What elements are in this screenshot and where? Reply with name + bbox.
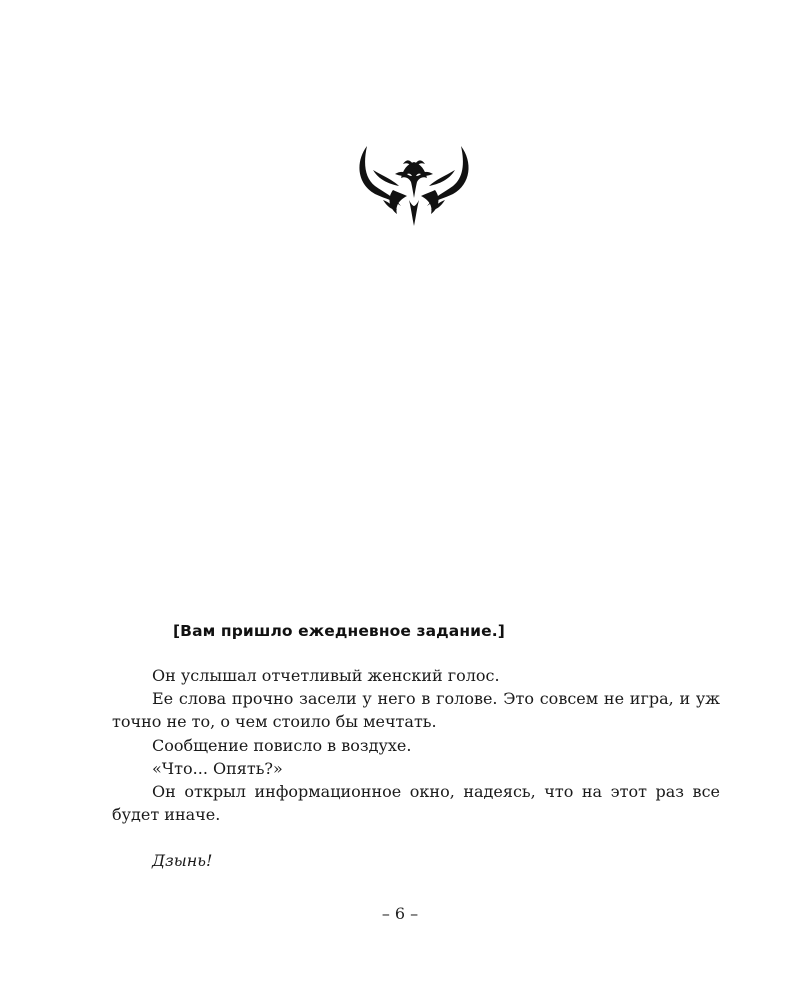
paragraph: «Что... Опять?»	[152, 758, 283, 778]
paragraph: Ее слова прочно засели у него в голове. Это совсем не игра, и уж точно не то, о чем стоило бы мечтать.	[112, 689, 720, 732]
system-message: [Вам пришло ежедневное задание.]	[173, 622, 505, 640]
tribal-horns-ornament-icon	[353, 140, 475, 228]
paragraph: Сообщение повисло в воздухе.	[152, 735, 412, 755]
body-text	[112, 664, 720, 873]
page-number: – 6 –	[381, 904, 419, 923]
paragraph: Он услышал отчетливый женский голос.	[152, 666, 500, 685]
sound-effect: Дзынь!	[152, 851, 213, 871]
paragraph: Он открыл информационное окно, надеясь, что на этот раз все будет иначе.	[112, 782, 720, 825]
